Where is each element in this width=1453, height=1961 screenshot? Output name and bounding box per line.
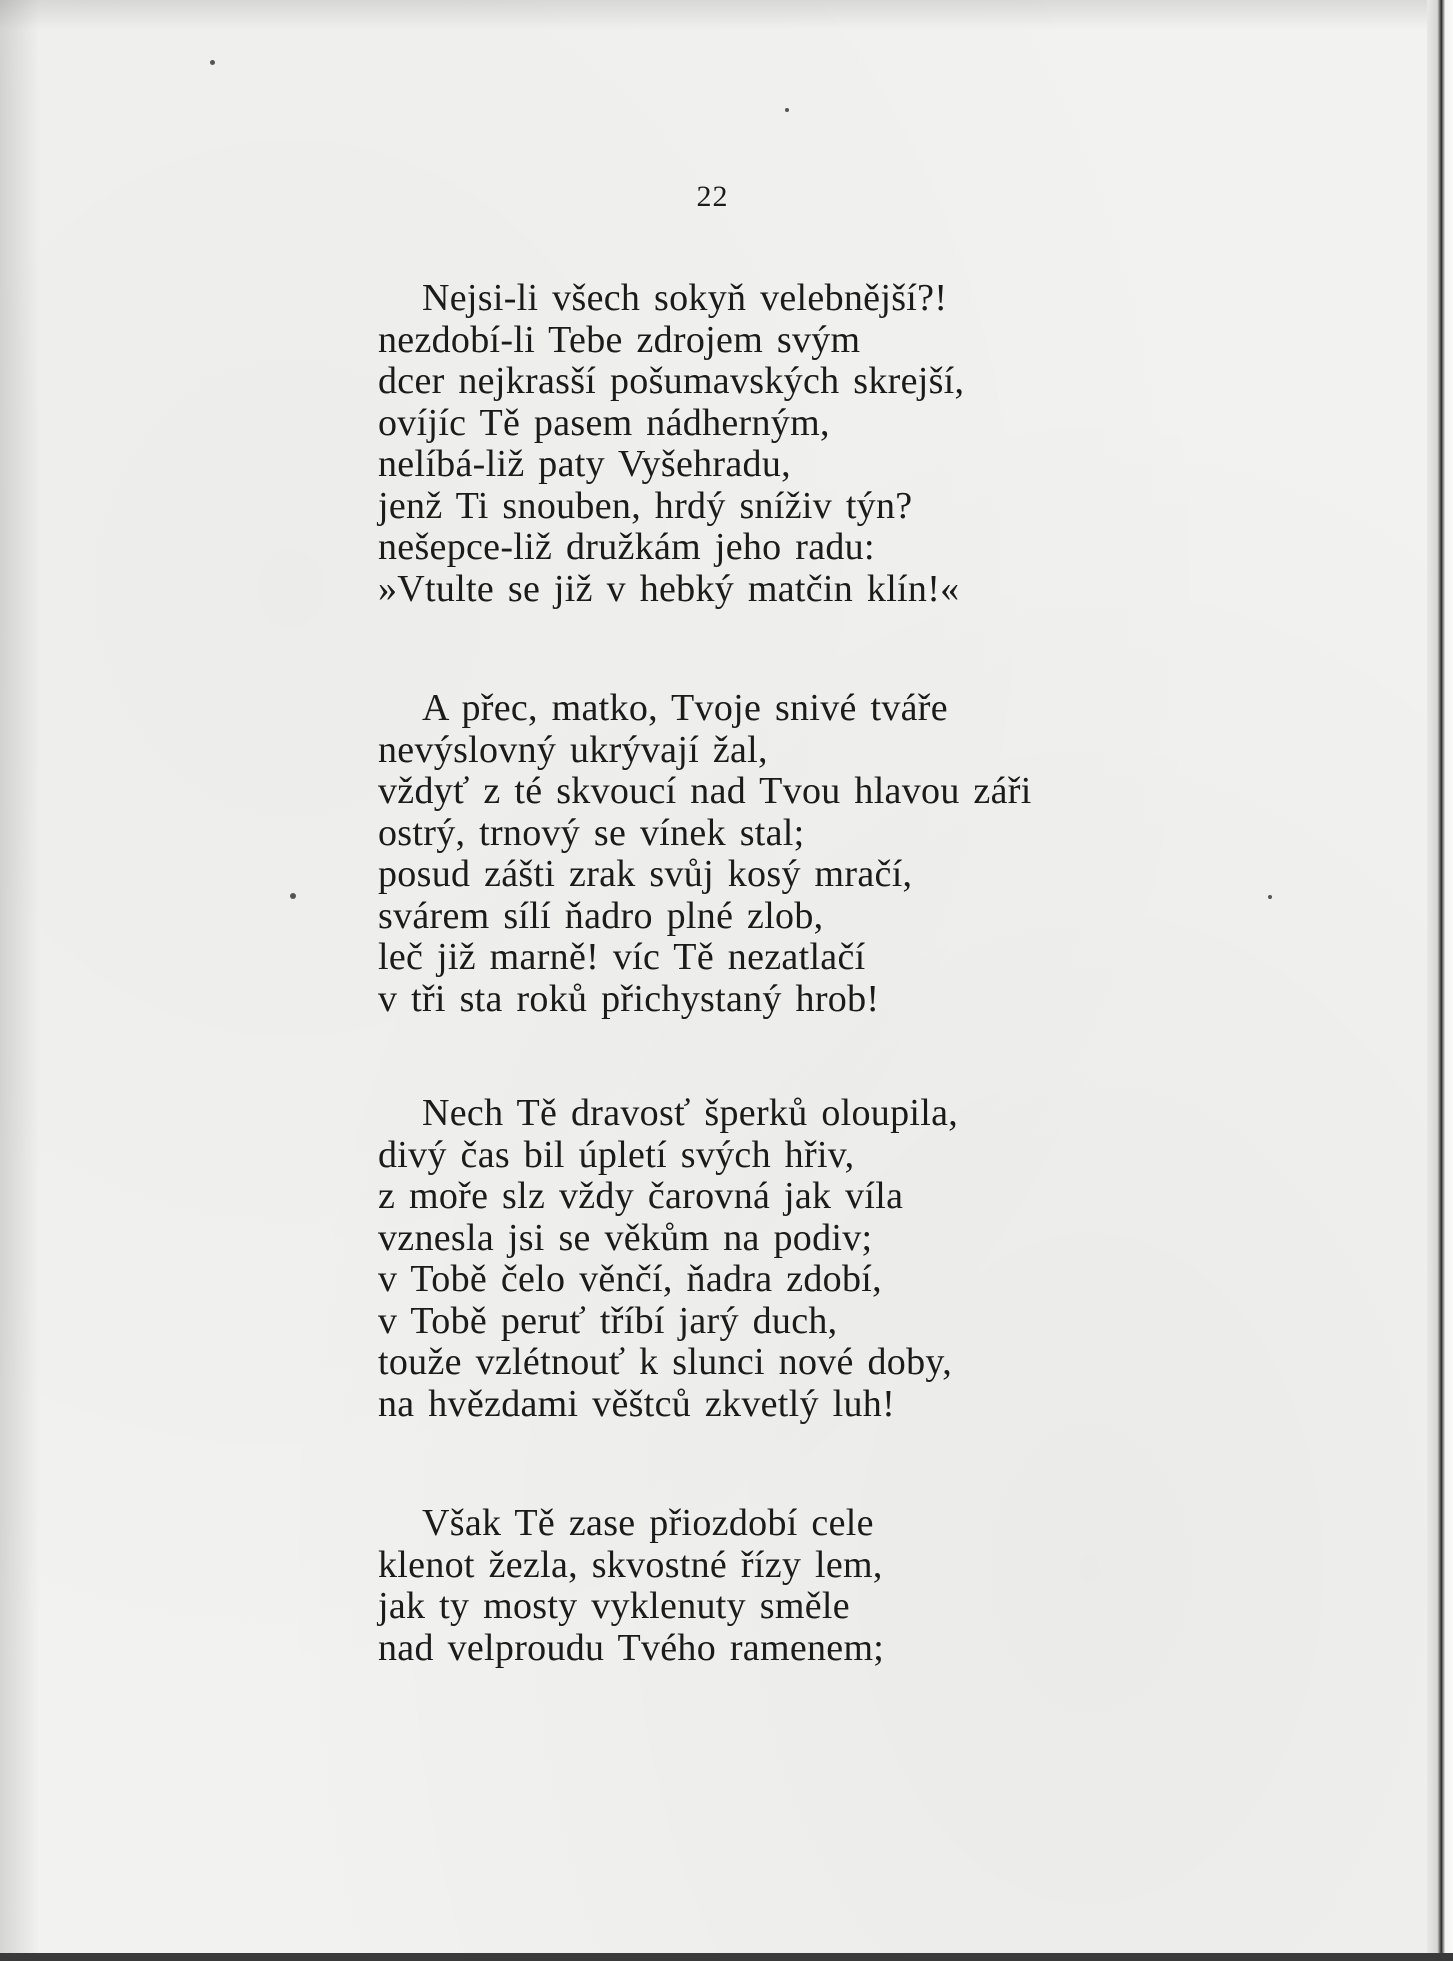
verse-line: leč již marně! víc Tě nezatlačí xyxy=(378,936,866,978)
verse-line: z moře slz vždy čarovná jak víla xyxy=(378,1175,904,1217)
verse-line: ovíjíc Tě pasem nádherným, xyxy=(378,401,830,444)
verse-line: na hvězdami věštců zkvetlý luh! xyxy=(378,1382,896,1425)
verse-line: svárem sílí ňadro plné zlob, xyxy=(378,894,824,937)
verse-line: dcer nejkrasší pošumavských skrejší, xyxy=(378,360,965,402)
page-gutter-shadow xyxy=(0,0,40,1961)
paper-speck xyxy=(785,108,789,112)
verse-line: Nech Tě dravosť šperků oloupila, xyxy=(422,1092,959,1134)
verse-line: nevýslovný ukrývají žal, xyxy=(378,728,768,771)
page-top-shadow xyxy=(0,0,1453,30)
verse-line: nad velproudu Tvého ramenem; xyxy=(378,1626,885,1669)
stanza-1 xyxy=(378,278,964,610)
stanza-2 xyxy=(378,688,1032,1020)
verse-line: divý čas bil úpletí svých hřiv, xyxy=(378,1133,855,1176)
verse-line: Nejsi-li všech sokyň velebnější?! xyxy=(422,277,948,319)
paper-speck xyxy=(290,893,296,899)
verse-line: jenž Ti snouben, hrdý sníživ týn? xyxy=(378,484,913,527)
verse-line: A přec, matko, Tvoje snivé tváře xyxy=(422,687,948,729)
paper-speck xyxy=(1268,895,1272,899)
verse-line: nešepce-liž družkám jeho radu: xyxy=(378,526,875,568)
verse-line: vznesla jsi se věkům na podiv; xyxy=(378,1216,873,1259)
stanza-3 xyxy=(378,1093,958,1425)
verse-line: posud zášti zrak svůj kosý mračí, xyxy=(378,853,913,895)
page-right-edge xyxy=(1427,0,1453,1961)
stanza-4 xyxy=(378,1503,884,1669)
verse-line: »Vtulte se již v hebký matčin klín!« xyxy=(378,567,960,610)
verse-line: touže vzlétnouť k slunci nové doby, xyxy=(378,1341,953,1383)
page-number: 22 xyxy=(696,180,729,213)
verse-line: nezdobí-li Tebe zdrojem svým xyxy=(378,318,861,361)
verse-line: Však Tě zase přiozdobí cele xyxy=(422,1502,874,1544)
verse-line: ostrý, trnový se vínek stal; xyxy=(378,811,805,854)
verse-line: v Tobě peruť tříbí jarý duch, xyxy=(378,1299,838,1342)
verse-line: vždyť z té skvoucí nad Tvou hlavou záři xyxy=(378,770,1032,812)
verse-line: jak ty mosty vyklenuty směle xyxy=(378,1585,850,1627)
paper-speck xyxy=(210,60,215,65)
verse-line: v tři sta roků přichystaný hrob! xyxy=(378,977,880,1020)
verse-line: nelíbá-liž paty Vyšehradu, xyxy=(378,443,791,485)
verse-line: klenot žezla, skvostné řízy lem, xyxy=(378,1543,883,1586)
page-bottom-edge xyxy=(0,1953,1453,1961)
verse-line: v Tobě čelo věnčí, ňadra zdobí, xyxy=(378,1258,882,1300)
